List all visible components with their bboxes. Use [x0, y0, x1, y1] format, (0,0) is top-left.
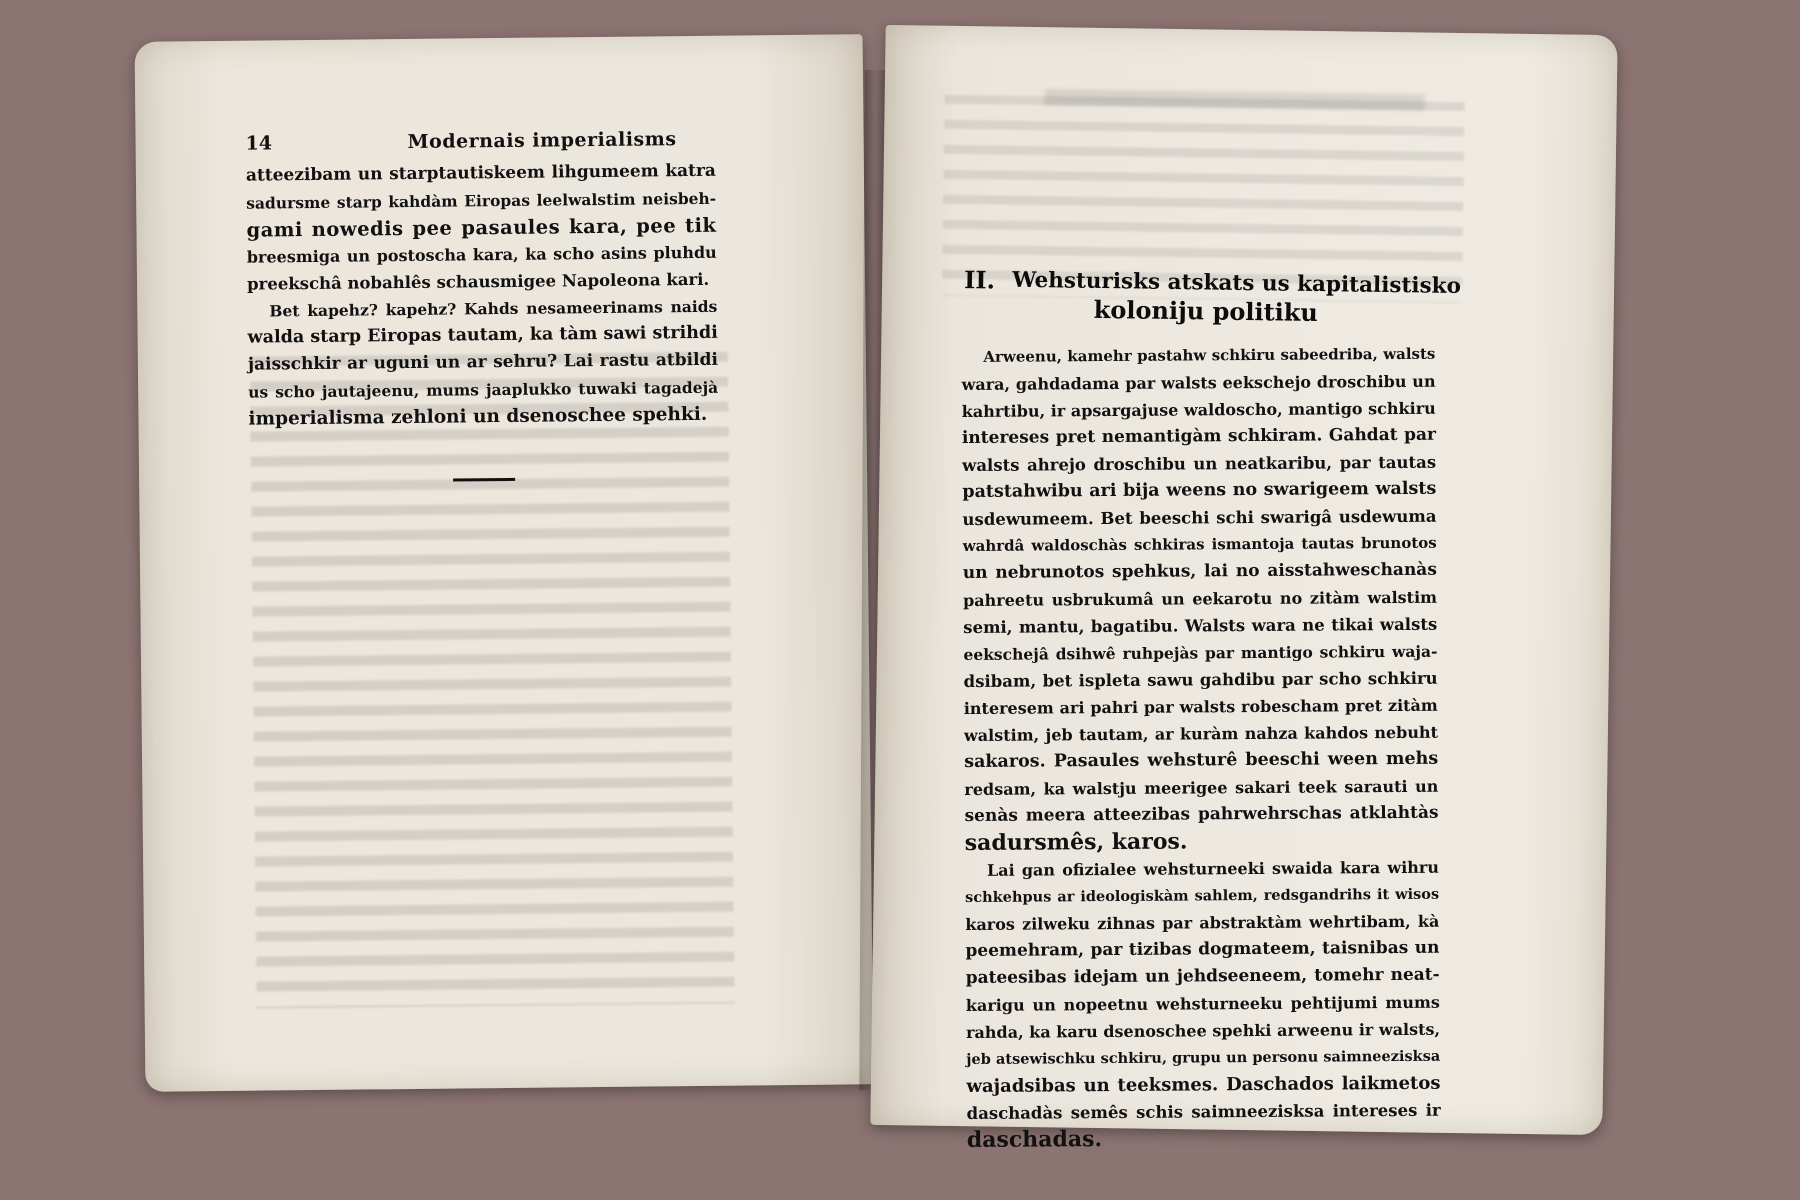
page-number: 14	[245, 132, 273, 155]
text-line: sadursmês, karos.	[964, 828, 1188, 857]
text-line: eekschejâ dsihwê ruhpejàs par mantigo schkiru waja-	[963, 641, 1438, 665]
text-line: redsam, ka walstju meerigee sakari teek sarauti un	[964, 776, 1439, 800]
text-line: un nebrunotos spehkus, lai no aisstahweschanàs	[962, 559, 1437, 584]
text-line: walsts ahrejo droschibu un neatkaribu, par tautas	[962, 452, 1437, 476]
text-line: pahreetu usbrukumâ un eekarotu no zitàm walstim	[962, 587, 1438, 611]
right-page	[870, 25, 1617, 1154]
text-line: karos zilweku zihnas par abstraktàm wehrtibam, kà	[965, 911, 1440, 935]
text-line: jeb atsewischku schkiru, grupu un personu saimneezisksa	[966, 1047, 1441, 1069]
open-book	[140, 30, 1610, 1170]
text-line: wahrdâ waldoschàs schkiras ismantoja tautas brunotos	[962, 533, 1437, 556]
text-line: daschadàs semês schis saimneezisksa intereses ir	[966, 1100, 1441, 1124]
heading-line-2: koloniju politiku	[1093, 294, 1319, 328]
text-line: gami nowedis pee pasaules kara, pee tik	[246, 213, 717, 242]
text-line: wara, gahdadama par walsts eekschejo droschibu un	[961, 371, 1436, 395]
text-line: walda starp Eiropas tautam, ka tàm sawi strihdi	[247, 322, 718, 348]
text-line: rahda, ka karu dsenoschee spehki arweenu ir walsts,	[966, 1019, 1441, 1043]
text-line: jaisschkir ar uguni un ar sehru? Lai rastu atbildi	[247, 349, 718, 375]
text-line: atteezibam un starptautiskeem lihgumeem katra	[245, 160, 717, 186]
text-line: schkehpus ar ideologiskàm sahlem, redsgandrihs it wisos	[965, 885, 1440, 907]
text-line: preekschâ nobahlês schausmigee Napoleona kari.	[246, 269, 710, 294]
running-header: Modernais imperialisms	[407, 128, 677, 153]
heading-line-1: Wehsturisks atskats us kapitalistisko	[1011, 267, 1462, 299]
text-line: us scho jautajeenu, mums jaaplukko tuwaki tagadejà	[248, 377, 719, 402]
text-line: senàs meera atteezibas pahrwehrschas atklahtàs	[964, 802, 1439, 827]
left-page-header	[245, 127, 745, 155]
section-end-rule	[453, 478, 515, 482]
text-line: breesmiga un postoscha kara, ka scho asins pluhdu	[246, 242, 717, 267]
text-line: daschadas.	[966, 1126, 1103, 1154]
text-line: usdewumeem. Bet beeschi schi swarigâ usdewuma	[962, 506, 1437, 530]
text-line: patstahwibu ari bija weens no swarigeem walsts	[962, 478, 1437, 503]
left-body-text	[246, 158, 719, 433]
text-line: dsibam, bet ispleta sawu gahdibu par scho schkiru	[963, 668, 1438, 692]
text-line: intereses pret nemantigàm schkiram. Gahdat par	[961, 424, 1436, 449]
text-line: walstim, jeb tautam, ar kuràm nahza kahdos nebuht	[963, 722, 1439, 746]
text-line: Lai gan ofizialee wehsturneeki swaida kara wihru	[986, 857, 1439, 880]
text-line: kahrtibu, ir apsargajuse waldoscho, mantigo schkiru	[961, 398, 1436, 422]
text-line: interesem ari pahri par walsts robescham pret zitàm	[963, 695, 1438, 719]
text-line: imperialisma zehloni un dsenoschee spehki.	[248, 403, 708, 430]
text-line: peemehram, par tizibas dogmateem, taisnibas un	[965, 937, 1440, 962]
text-line: sakaros. Pasaules wehsturê beeschi ween mehs	[964, 748, 1439, 773]
section-number: II.	[963, 265, 996, 295]
text-line: sadursme starp kahdàm Eiropas leelwalstim neisbeh-	[246, 188, 717, 213]
text-line: pateesibas idejam un jehdseeneem, tomehr neat-	[965, 964, 1440, 989]
text-line: karigu un nopeetnu wehsturneeku pehtijumi mums	[965, 992, 1440, 1016]
left-page	[135, 34, 874, 1092]
bleed-through-text	[247, 344, 735, 1009]
text-line: semi, mantu, bagatibu. Walsts wara ne tikai walsts	[963, 614, 1438, 638]
text-line: Bet kapehz? kapehz? Kahds nesameerinams naids	[269, 296, 718, 321]
text-line: wajadsibas un teeksmes. Daschados laikmetos	[966, 1072, 1441, 1098]
text-line: Arweenu, kamehr pastahw schkiru sabeedriba, walsts	[983, 344, 1436, 366]
right-body-text	[961, 341, 1441, 1154]
